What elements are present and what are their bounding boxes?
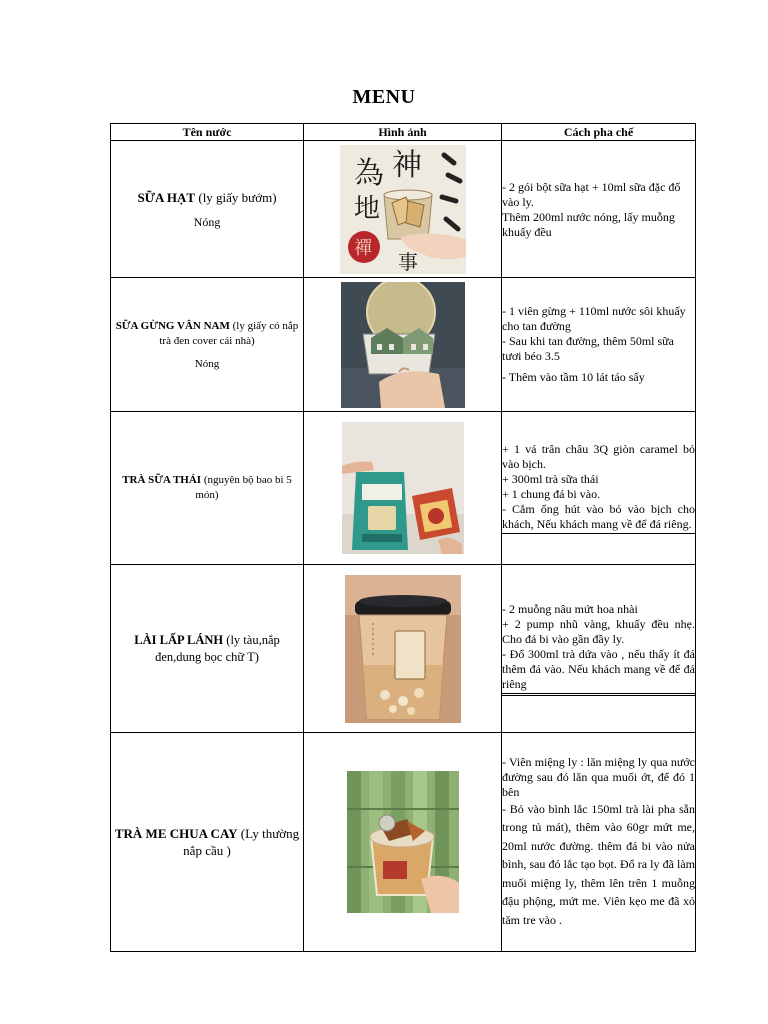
recipe-step: - 2 gói bột sữa hạt + 10ml sữa đặc đổ vào ly. (502, 180, 681, 209)
tamarind-tea-photo (347, 771, 459, 913)
recipe-step: - Đổ 300ml trà dứa vào , nếu thấy ít đá thêm đá vào. Nếu khách mang về để đá riêng (502, 647, 695, 696)
recipe-cell (502, 141, 696, 278)
recipe-step: - 1 viên gừng + 110ml nước sôi khuấy cho tan đường (502, 304, 686, 333)
drink-name: SỮA HẠT (137, 189, 196, 205)
drink-name: SỮA GỪNG VÂN NAM (115, 320, 230, 332)
nut-milk-photo (340, 145, 466, 274)
thai-milk-tea-photo (342, 422, 464, 554)
recipe-cell (502, 278, 696, 412)
table-header-row (111, 124, 696, 141)
page-title: MENU (352, 86, 416, 108)
calligraphy-text: 事 (397, 249, 418, 274)
calligraphy-text: 地 (353, 193, 380, 224)
calligraphy-text: 神 (391, 147, 422, 183)
table-row (111, 733, 696, 952)
recipe-step: - Bỏ vào bình lắc 150ml trà lài pha sẵn trong tủ mát), thêm vào 60gr mứt me, 20ml nước đường. thêm đá bi vào nửa bình, sau đó lắc tạo bọt. Đổ ra ly đã làm muối miệng ly, thêm lên trên 1 muỗng đậu phộng, mứt me. Viên kẹo me đã xỏ tăm tre vào . (502, 802, 695, 927)
drink-name: TRÀ ME CHUA CAY (114, 826, 238, 841)
drink-temperature: Nóng (193, 214, 221, 229)
drink-name: LÀI LẤP LÁNH (134, 632, 224, 647)
recipe-step: - 2 muỗng nâu mứt hoa nhài (502, 601, 638, 616)
calligraphy-text: 為 (353, 155, 384, 191)
drink-desc: (Ly thường nắp cầu ) (183, 826, 300, 858)
recipe-step: - Viên miệng ly : lăn miệng ly qua nước đường sau đó lăn qua muối ớt, để đó 1 bên (502, 755, 695, 800)
drink-image-cell (304, 412, 502, 565)
drink-desc: (ly giấy có nắp trà đen cover cái nhà) (159, 320, 299, 347)
jasmine-sparkle-photo (345, 575, 461, 723)
recipe-cell (502, 733, 696, 952)
column-header-recipe: Cách pha chế (502, 124, 696, 141)
column-header-name: Tên nước (111, 124, 304, 141)
drink-name-cell (111, 565, 304, 733)
drink-temperature: Nóng (194, 358, 220, 370)
recipe-cell (502, 412, 696, 565)
drink-desc: (ly giấy bướm) (198, 189, 277, 205)
recipe-step: + 1 vá trân châu 3Q giòn caramel bỏ vào bịch. (502, 442, 695, 471)
table-row (111, 141, 696, 278)
recipe-step: - Cắm ống hút vào bỏ vào bịch cho khách, Nếu khách mang về để đá riêng. (502, 502, 695, 534)
drink-name-cell (111, 733, 304, 952)
table-row (111, 278, 696, 412)
menu-table (110, 123, 696, 952)
drink-name-cell (111, 278, 304, 412)
drink-image-cell (304, 733, 502, 952)
recipe-step: Thêm 200ml nước nóng, lấy muỗng khuấy đều (502, 210, 675, 239)
recipe-step: + 1 chung đá bi vào. (502, 487, 601, 501)
recipe-step: + 300ml trà sữa thái (502, 472, 599, 486)
table-row (111, 412, 696, 565)
drink-image-cell (304, 565, 502, 733)
recipe-step: - Sau khi tan đường, thêm 50ml sữa tươi béo 3.5 (502, 334, 675, 363)
drink-name-cell (111, 412, 304, 565)
recipe-step: - Thêm vào tầm 10 lát táo sấy (502, 370, 645, 384)
recipe-step: + 2 pump nhũ vàng, khuấy đều nhẹ. Cho đá bi vào gần đầy ly. (502, 616, 695, 646)
drink-desc: (nguyên bộ bao bì 5 món) (195, 474, 292, 501)
recipe-cell (502, 565, 696, 733)
drink-name: TRÀ SỮA THÁI (122, 474, 202, 486)
ginger-milk-photo (341, 282, 465, 408)
drink-image-cell (304, 278, 502, 412)
drink-image-cell (304, 141, 502, 278)
drink-desc: (ly tàu,nắp đen,dung bọc chữ T) (155, 632, 280, 664)
table-row (111, 565, 696, 733)
column-header-image: Hình ảnh (304, 124, 502, 141)
seal-text: 禪 (353, 237, 372, 259)
drink-name-cell (111, 141, 304, 278)
